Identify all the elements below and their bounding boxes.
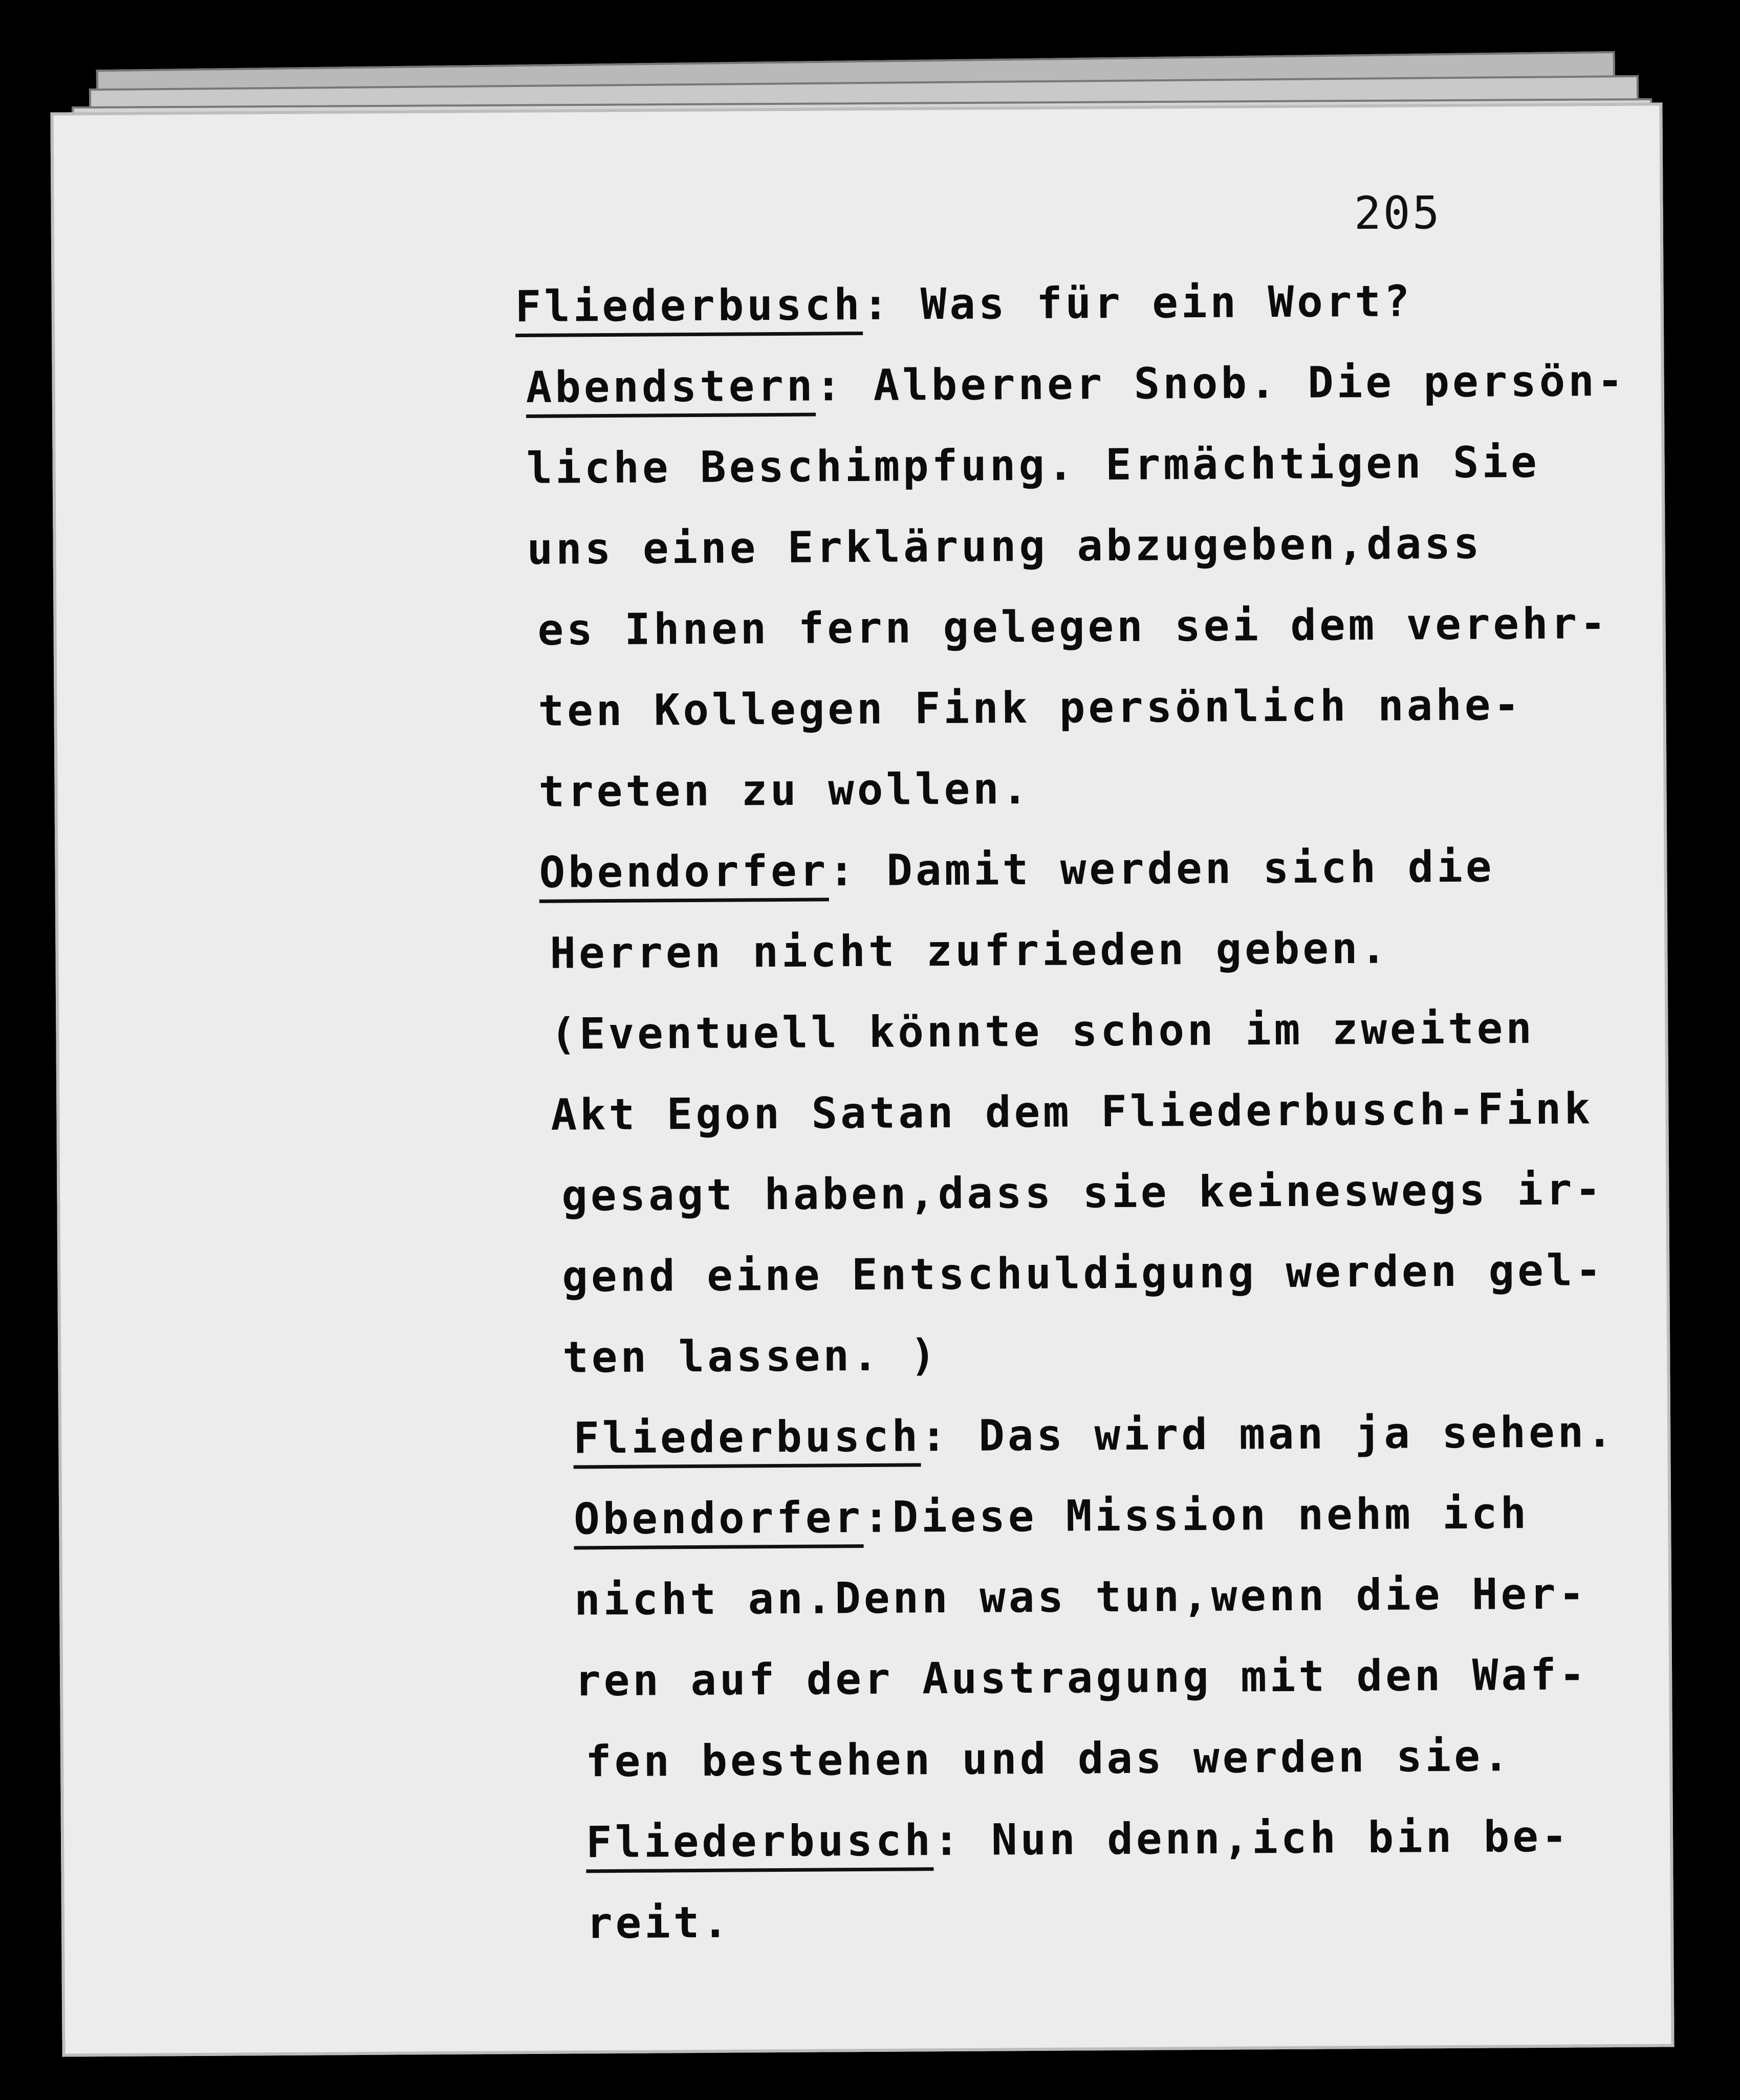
text-line bbox=[515, 259, 1621, 347]
line-text: liche Beschimpfung. Ermächtigen Sie bbox=[526, 436, 1540, 493]
text-line bbox=[538, 745, 1624, 832]
speaker-name: Obendorfer bbox=[539, 845, 829, 903]
text-line bbox=[561, 1149, 1626, 1236]
typescript-page bbox=[50, 102, 1674, 2057]
line-text: fen bestehen und das werden sie. bbox=[585, 1731, 1512, 1787]
line-text: : Das wird man ja sehen. bbox=[920, 1407, 1616, 1461]
text-line bbox=[586, 1876, 1631, 1963]
line-text: uns eine Erklärung abzugeben,dass bbox=[527, 518, 1483, 574]
line-text: : Alberner Snob. Die persön- bbox=[815, 355, 1626, 411]
line-text: : Was für ein Wort? bbox=[862, 276, 1413, 330]
text-line bbox=[527, 502, 1622, 589]
text-line bbox=[574, 1472, 1628, 1560]
text-line bbox=[550, 987, 1625, 1075]
line-text: Akt Egon Satan dem Fliederbusch-Fink bbox=[551, 1083, 1594, 1140]
line-text: ren auf der Austragung mit den Waf- bbox=[574, 1649, 1589, 1706]
text-line bbox=[573, 1391, 1628, 1479]
text-line bbox=[586, 1796, 1630, 1883]
line-text: Herren nicht zufrieden geben. bbox=[550, 923, 1390, 978]
line-text: nicht an.Denn was tun,wenn die Her- bbox=[574, 1568, 1588, 1625]
text-line bbox=[537, 583, 1623, 670]
line-text: : Damit werden sich die bbox=[828, 841, 1495, 896]
speaker-name: Fliederbusch bbox=[573, 1411, 921, 1469]
line-text: : Nun denn,ich bin be- bbox=[933, 1811, 1571, 1866]
speaker-name: Obendorfer bbox=[574, 1492, 863, 1549]
speaker-name: Fliederbusch bbox=[586, 1815, 934, 1873]
line-text: :Diese Mission nehm ich bbox=[863, 1488, 1530, 1543]
line-text: gend eine Entschuldigung werden gel- bbox=[562, 1245, 1605, 1302]
text-line bbox=[550, 906, 1625, 994]
line-text: treten zu wollen. bbox=[538, 763, 1031, 817]
line-text: reit. bbox=[586, 1897, 732, 1949]
line-text: es Ihnen fern gelegen sei dem verehr- bbox=[537, 598, 1609, 655]
page-number: 205 bbox=[1354, 186, 1442, 240]
text-line bbox=[551, 1068, 1626, 1155]
line-text: ten lassen. ) bbox=[562, 1330, 940, 1383]
speaker-name: Fliederbusch bbox=[515, 279, 863, 337]
text-line bbox=[526, 340, 1626, 428]
line-text: (Eventuell könnte schon im zweiten bbox=[550, 1002, 1535, 1059]
text-line bbox=[575, 1634, 1629, 1721]
text-line bbox=[539, 825, 1624, 913]
dialogue-text bbox=[494, 259, 1630, 1964]
text-line bbox=[562, 1230, 1627, 1317]
line-text: gesagt haben,dass sie keineswegs ir- bbox=[561, 1164, 1604, 1221]
text-line bbox=[538, 664, 1623, 751]
text-line bbox=[562, 1310, 1627, 1398]
text-line bbox=[585, 1715, 1630, 1802]
text-line bbox=[526, 421, 1622, 509]
line-text: ten Kollegen Fink persönlich nahe- bbox=[538, 680, 1523, 736]
speaker-name: Abendstern bbox=[526, 361, 815, 418]
text-line bbox=[574, 1553, 1629, 1640]
